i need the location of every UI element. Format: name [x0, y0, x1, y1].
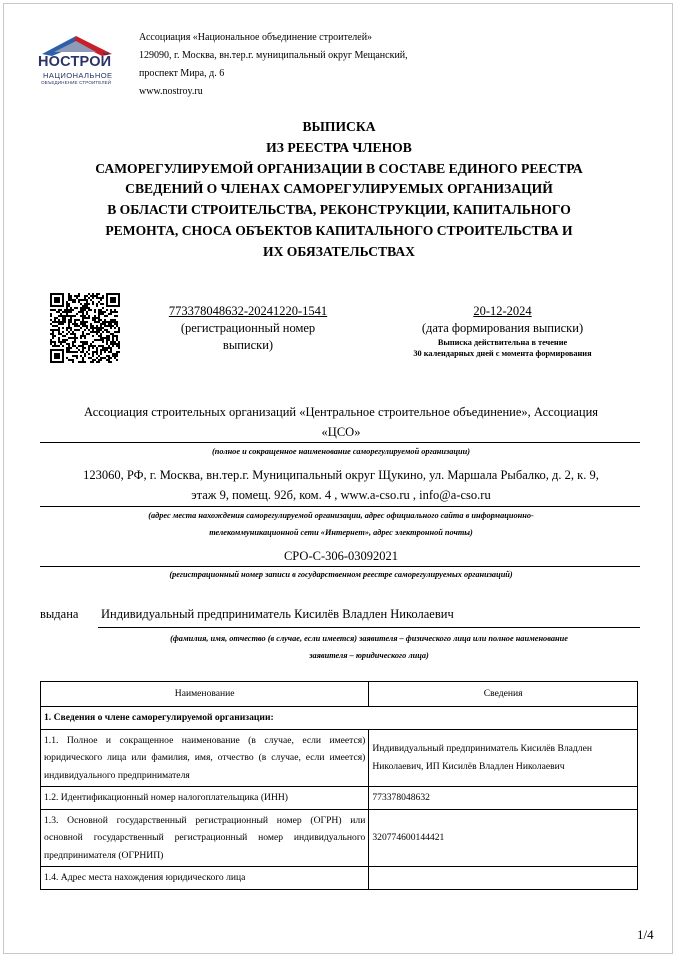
row-value: [369, 867, 638, 890]
sro-name-note: (полное и сокращенное наименование саморегулируемой организации): [212, 447, 470, 456]
note-line: (адрес места нахождения саморегулируемой организации, адрес официального сайта в информационно-: [148, 511, 534, 520]
validity-note: Выписка действительна в течение: [437, 338, 568, 347]
extract-registration-number: [148, 303, 348, 354]
title-line: ВЫПИСКА: [302, 119, 376, 134]
title-line: ИЗ РЕЕСТРА ЧЛЕНОВ: [266, 139, 412, 155]
divider: [98, 627, 640, 628]
issuer-address-line1: 129090, г. Москва, вн.тер.г. муниципальный округ Мещанский,: [139, 50, 408, 61]
note-line: заявителя – юридического лица): [309, 651, 429, 660]
page-number: 1/4: [637, 927, 654, 942]
section-row: [41, 707, 638, 730]
qr-code: [50, 293, 120, 363]
issued-note: [98, 630, 640, 664]
validity-note-2: 30 календарных дней с момента формирования: [413, 349, 592, 358]
registration-number-value: 773378048632-20241220-1541: [168, 304, 328, 318]
column-header-name: Наименование: [41, 682, 369, 707]
sro-address-line: этаж 9, помещ. 92б, ком. 4 , www.a-cso.ru , info@a-cso.ru: [191, 488, 491, 502]
sro-name-line: Ассоциация строительных организаций «Центральное строительное объединение», Ассоциация: [83, 405, 599, 419]
note-line: телекоммуникационной сети «Интернет», адрес электронной почты): [209, 528, 473, 537]
row-name: 1.1. Полное и сокращенное наименование (в случае, если имеется) юридического лица или фамилия, имя, отчество (в случае, если имеется) индивидуального предпринимателя: [41, 729, 369, 787]
row-value: Индивидуальный предприниматель Кисилёв Владлен Николаевич, ИП Кисилёв Владлен Николаевич: [369, 729, 638, 787]
column-header-info: Сведения: [369, 682, 638, 707]
issued-label: выдана: [40, 607, 79, 621]
sro-address-note: [42, 507, 640, 541]
sro-register-record-note: (регистрационный номер записи в государственном реестре саморегулируемых организаций): [169, 570, 513, 579]
issuer-name: Ассоциация «Национальное объединение строителей»: [139, 32, 373, 43]
sro-address: [42, 465, 640, 505]
formation-date-value: 20-12-2024: [473, 304, 532, 318]
sro-name-line: «ЦСО»: [321, 425, 361, 439]
nostroy-logo: [38, 32, 116, 88]
formation-date-label: (дата формирования выписки): [421, 321, 584, 335]
issuer-address-line2: проспект Мира, д. 6: [139, 68, 225, 79]
table-row: [41, 729, 638, 787]
title-line: САМОРЕГУЛИРУЕМОЙ ОРГАНИЗАЦИИ В СОСТАВЕ ЕДИНОГО РЕЕСТРА: [95, 160, 583, 176]
title-line: ИХ ОБЯЗАТЕЛЬСТВАХ: [263, 243, 415, 259]
row-name: 1.2. Идентификационный номер налогоплательщика (ИНН): [41, 787, 369, 810]
note-line: (фамилия, имя, отчество (в случае, если имеется) заявителя – физического лица или полное наименование: [170, 634, 568, 643]
sro-register-record: СРО-С-306-03092021: [283, 549, 399, 563]
table-row: [41, 787, 638, 810]
issued-to-value: Индивидуальный предприниматель Кисилёв Владлен Николаевич: [101, 607, 454, 621]
document-title: [0, 117, 678, 263]
table-header-row: [41, 682, 638, 707]
section-title: 1. Сведения о члене саморегулируемой организации:: [41, 707, 638, 730]
row-name: 1.4. Адрес места нахождения юридического лица: [41, 867, 369, 890]
table-row: [41, 809, 638, 867]
table-row: [41, 867, 638, 890]
member-info-table: [40, 681, 638, 890]
logo-subtitle-small: ОБЪЕДИНЕНИЕ СТРОИТЕЛЕЙ: [41, 80, 112, 85]
row-name: 1.3. Основной государственный регистрационный номер (ОГРН) или основной государственный регистрационный номер индивидуального предпринимателя (ОГРНИП): [41, 809, 369, 867]
issuer-website[interactable]: www.nostroy.ru: [139, 86, 203, 97]
logo-subtitle: НАЦИОНАЛЬНОЕ: [43, 71, 113, 80]
sro-name: [42, 402, 640, 442]
registration-number-label: (регистрационный номер: [180, 321, 316, 335]
formation-date-block: [390, 303, 615, 359]
registration-number-label-2: выписки): [222, 338, 274, 352]
issuer-header: [139, 29, 408, 101]
title-line: В ОБЛАСТИ СТРОИТЕЛЬСТВА, РЕКОНСТРУКЦИИ, КАПИТАЛЬНОГО: [107, 202, 571, 218]
row-value: 320774600144421: [369, 809, 638, 867]
sro-address-line: 123060, РФ, г. Москва, вн.тер.г. Муниципальный округ Щукино, ул. Маршала Рыбалко, д. 2, к. 9,: [83, 468, 599, 482]
row-value: 773378048632: [369, 787, 638, 810]
title-line: СВЕДЕНИЙ О ЧЛЕНАХ САМОРЕГУЛИРУЕМЫХ ОРГАНИЗАЦИЙ: [125, 181, 553, 197]
logo-wordmark: НОСТРОЙ: [38, 54, 112, 70]
title-line: РЕМОНТА, СНОСА ОБЪЕКТОВ КАПИТАЛЬНОГО СТРОИТЕЛЬСТВА И: [105, 222, 573, 238]
